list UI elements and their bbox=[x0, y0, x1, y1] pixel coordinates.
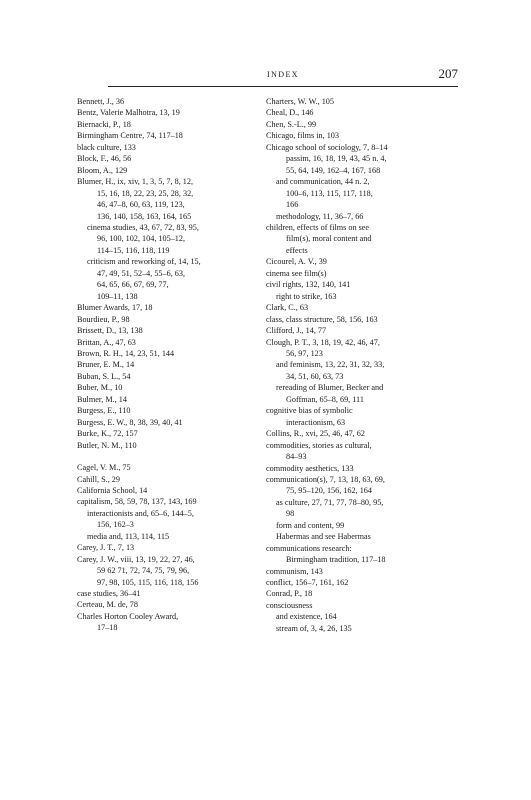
index-entry: Habermas and see Habermas bbox=[276, 532, 371, 542]
index-entry: Cahill, S., 29 bbox=[77, 474, 120, 484]
index-entry: Conrad, P., 18 bbox=[266, 589, 313, 599]
index-entry: commodity aesthetics, 133 bbox=[266, 463, 354, 473]
index-entry: 96, 100, 102, 104, 105–12, bbox=[97, 234, 186, 244]
index-entry: 84–93 bbox=[286, 452, 307, 462]
index-entry: 97, 98, 105, 115, 116, 118, 156 bbox=[97, 577, 199, 587]
index-entry: effects bbox=[286, 245, 308, 255]
index-entry: Carey, J. W., viii, 13, 19, 22, 27, 46, bbox=[77, 554, 195, 564]
index-entry: 64, 65, 66, 67, 69, 77, bbox=[97, 280, 169, 290]
index-entry: and existence, 164 bbox=[276, 612, 337, 622]
index-entry: criticism and reworking of, 14, 15, bbox=[87, 257, 201, 267]
index-entry: 136, 140, 158, 163, 164, 165 bbox=[97, 211, 192, 221]
index-entry: Burgess, E., 110 bbox=[77, 406, 131, 416]
index-entry: rereading of Blumer, Becker and bbox=[276, 383, 384, 393]
index-entry: 109–11, 138 bbox=[97, 291, 138, 301]
index-entry: Bruner, E. M., 14 bbox=[77, 360, 135, 370]
index-entry: Chen, S.-L., 99 bbox=[266, 119, 317, 129]
index-entry: Cicourel, A. V., 39 bbox=[266, 257, 327, 267]
index-entry: Bourdieu, P., 98 bbox=[77, 314, 130, 324]
index-entry: 156, 162–3 bbox=[97, 520, 134, 530]
index-entry: communications research: bbox=[266, 543, 352, 553]
index-entry: 56, 97, 123 bbox=[286, 348, 323, 358]
index-entry: 34, 51, 60, 63, 73 bbox=[286, 371, 344, 381]
index-entry: as culture, 27, 71, 77, 78–80, 95, bbox=[276, 497, 384, 507]
index-entry: California School, 14 bbox=[77, 485, 148, 495]
index-entry: Brown, R. H., 14, 23, 51, 144 bbox=[77, 348, 175, 358]
index-entry: 100–6, 113, 115, 117, 118, bbox=[286, 188, 373, 198]
index-entry: stream of, 3, 4, 26, 135 bbox=[276, 623, 352, 633]
index-entry: capitalism, 58, 59, 78, 137, 143, 169 bbox=[77, 497, 197, 507]
index-entry: interactionists and, 65–6, 144–5, bbox=[87, 508, 194, 518]
index-entry: Chicago school of sociology, 7, 8–14 bbox=[266, 142, 388, 152]
index-entry: Collins, R., xvi, 25, 46, 47, 62 bbox=[266, 429, 365, 439]
index-entry: commodities, stories as cultural, bbox=[266, 440, 372, 450]
index-entry: cognitive bias of symbolic bbox=[266, 406, 353, 416]
index-entry: Buban, S. L., 54 bbox=[77, 371, 131, 381]
index-entry: conflict, 156–7, 161, 162 bbox=[266, 578, 349, 588]
index-entry: Chicago, films in, 103 bbox=[266, 131, 339, 141]
index-column-right bbox=[266, 96, 444, 634]
index-entry: Brittan, A., 47, 63 bbox=[77, 337, 136, 347]
index-entry: Bentz, Valerie Malhotra, 13, 19 bbox=[77, 108, 180, 118]
index-entry: Bennett, J., 36 bbox=[77, 97, 125, 106]
index-entry: Butler, N. M., 110 bbox=[77, 440, 137, 450]
index-entry: 75, 95–120, 156, 162, 164 bbox=[286, 486, 372, 496]
index-entry: communism, 143 bbox=[266, 566, 323, 576]
index-entry: Bulmer, M., 14 bbox=[77, 394, 127, 404]
index-entry: passim, 16, 18, 19, 43, 45 n. 4, bbox=[286, 154, 387, 164]
index-entry: Blumer, H., ix, xiv, 1, 3, 5, 7, 8, 12, bbox=[77, 177, 194, 187]
index-entry: Goffman, 65–8, 69, 111 bbox=[286, 394, 364, 404]
index-entry: Clark, C., 63 bbox=[266, 303, 309, 313]
index-entry: Buber, M., 10 bbox=[77, 383, 123, 393]
index-entry: film(s), moral content and bbox=[286, 234, 372, 244]
index-entry: right to strike, 163 bbox=[276, 291, 337, 301]
index-entry: Clough, P. T., 3, 18, 19, 42, 46, 47, bbox=[266, 337, 380, 347]
index-entry: civil rights, 132, 140, 141 bbox=[266, 280, 351, 290]
index-entry: Burgess, E. W., 8, 38, 39, 40, 41 bbox=[77, 417, 183, 427]
index-entry: Charles Horton Cooley Award, bbox=[77, 611, 179, 621]
index-entry: Carey, J. T., 7, 13 bbox=[77, 543, 135, 553]
index-entry: 17–18 bbox=[97, 623, 118, 633]
index-column-left bbox=[77, 96, 255, 634]
index-entry: cinema see film(s) bbox=[266, 268, 327, 278]
index-entry: children, effects of films on see bbox=[266, 222, 370, 232]
index-entry: 47, 49, 51, 52–4, 55–6, 63, bbox=[97, 268, 186, 278]
index-entry: Burke, K., 72, 157 bbox=[77, 429, 138, 439]
index-entry: and communication, 44 n. 2, bbox=[276, 177, 370, 187]
index-entry: Biernacki, P., 18 bbox=[77, 119, 131, 129]
index-entry: Charters, W. W., 105 bbox=[266, 97, 334, 106]
index-entry: Blumer Awards, 17, 18 bbox=[77, 303, 153, 313]
index-entry: black culture, 133 bbox=[77, 142, 136, 152]
index-entry: 98 bbox=[286, 509, 295, 519]
index-entry: media and, 113, 114, 115 bbox=[87, 531, 170, 541]
index-entry: 15, 16, 18, 22, 23, 25, 28, 32, bbox=[97, 188, 194, 198]
index-entry: 46, 47–8, 60, 63, 119, 123, bbox=[97, 200, 185, 210]
page-header bbox=[108, 66, 458, 87]
index-entry: 114–15, 116, 118, 119 bbox=[97, 245, 170, 255]
index-entry: class, class structure, 58, 156, 163 bbox=[266, 314, 378, 324]
index-entry: Block, F., 46, 56 bbox=[77, 154, 132, 164]
index-entry: communication(s), 7, 13, 18, 63, 69, bbox=[266, 474, 385, 484]
index-gap bbox=[77, 451, 255, 462]
index-entry: Certeau, M. de, 78 bbox=[77, 600, 138, 610]
index-entry: form and content, 99 bbox=[276, 520, 345, 530]
index-entry: Cagel, V. M., 75 bbox=[77, 463, 131, 473]
index-entry: 166 bbox=[286, 200, 299, 210]
index-entry: interactionism, 63 bbox=[286, 417, 346, 427]
index-entry: consciousness bbox=[266, 600, 313, 610]
index-entry: Clifford, J., 14, 77 bbox=[266, 326, 327, 336]
index-entry: Birmingham tradition, 117–18 bbox=[286, 555, 386, 565]
page-number: 207 bbox=[438, 66, 458, 81]
index-entry: Birmingham Centre, 74, 117–18 bbox=[77, 131, 183, 141]
index-entry: cinema studies, 43, 67, 72, 83, 95, bbox=[87, 222, 199, 232]
index-entry: and feminism, 13, 22, 31, 32, 33, bbox=[276, 360, 385, 370]
index-entry: Cheal, D., 146 bbox=[266, 108, 314, 118]
running-head: INDEX bbox=[267, 70, 299, 79]
index-entry: methodology, 11, 36–7, 66 bbox=[276, 211, 364, 221]
index-entry: Bloom, A., 129 bbox=[77, 165, 128, 175]
index-entry: Brissett, D., 13, 138 bbox=[77, 326, 143, 336]
index-entry: 55, 64, 149, 162–4, 167, 168 bbox=[286, 165, 381, 175]
index-entry: case studies, 36–41 bbox=[77, 589, 141, 599]
index-entry: 59 62 71, 72, 74, 75, 79, 96, bbox=[97, 566, 190, 576]
